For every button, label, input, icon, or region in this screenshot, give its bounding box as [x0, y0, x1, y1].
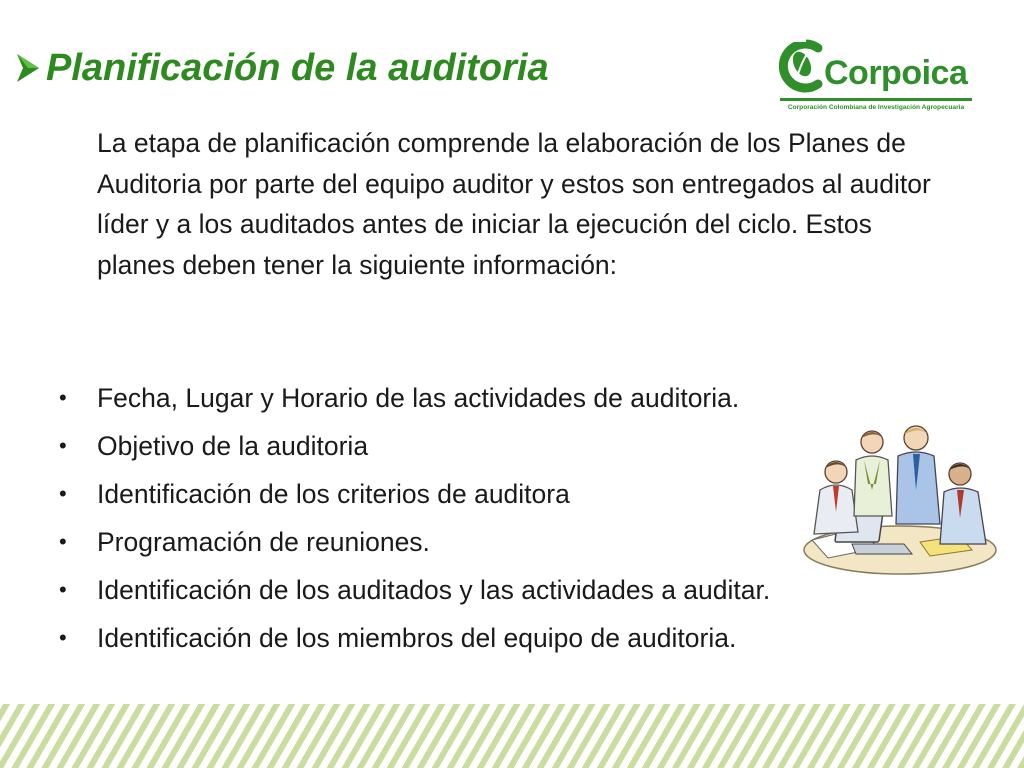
- corpoica-logo: [776, 34, 972, 114]
- list-item-text: Programación de reuniones.: [97, 527, 430, 557]
- bullet-dot: •: [59, 433, 67, 458]
- title-row: [14, 40, 549, 96]
- list-item: [57, 620, 957, 656]
- list-item-text: Identificación de los auditados y las actividades a auditar.: [97, 575, 771, 605]
- list-item-text: Fecha, Lugar y Horario de las actividades de auditoria.: [97, 383, 740, 413]
- logo-rule: [780, 98, 972, 101]
- bullet-dot: •: [59, 385, 67, 410]
- footer-stripe-band: [0, 704, 1024, 768]
- bullet-dot: •: [59, 529, 67, 554]
- list-item-text: Identificación de los criterios de auditora: [97, 479, 570, 509]
- list-item-text: Identificación de los miembros del equipo de auditoria.: [97, 623, 737, 653]
- list-item-text: Objetivo de la auditoria: [97, 431, 369, 461]
- bullet-dot: •: [59, 481, 67, 506]
- logo-wordmark: Corpoica: [824, 54, 968, 92]
- logo-subtitle: Corporación Colombiana de Investigación Agropecuaria: [787, 104, 965, 111]
- corpoica-emblem-icon: [776, 34, 826, 96]
- bullet-dot: •: [59, 625, 67, 650]
- arrow-bullet-icon: [14, 51, 42, 85]
- list-item: [57, 572, 877, 608]
- bullet-dot: •: [59, 577, 67, 602]
- list-item: [57, 380, 957, 416]
- intro-paragraph: La etapa de planificación comprende la elaboración de los Planes de Auditoria por parte del equipo auditor y estos son entregados al auditor líder y a los auditados antes de iniciar la ejecución del ciclo. Estos planes deben tener la siguiente información:: [97, 128, 931, 280]
- team-meeting-icon: [800, 420, 1000, 580]
- page-title: Planificación de la auditoria: [46, 46, 549, 89]
